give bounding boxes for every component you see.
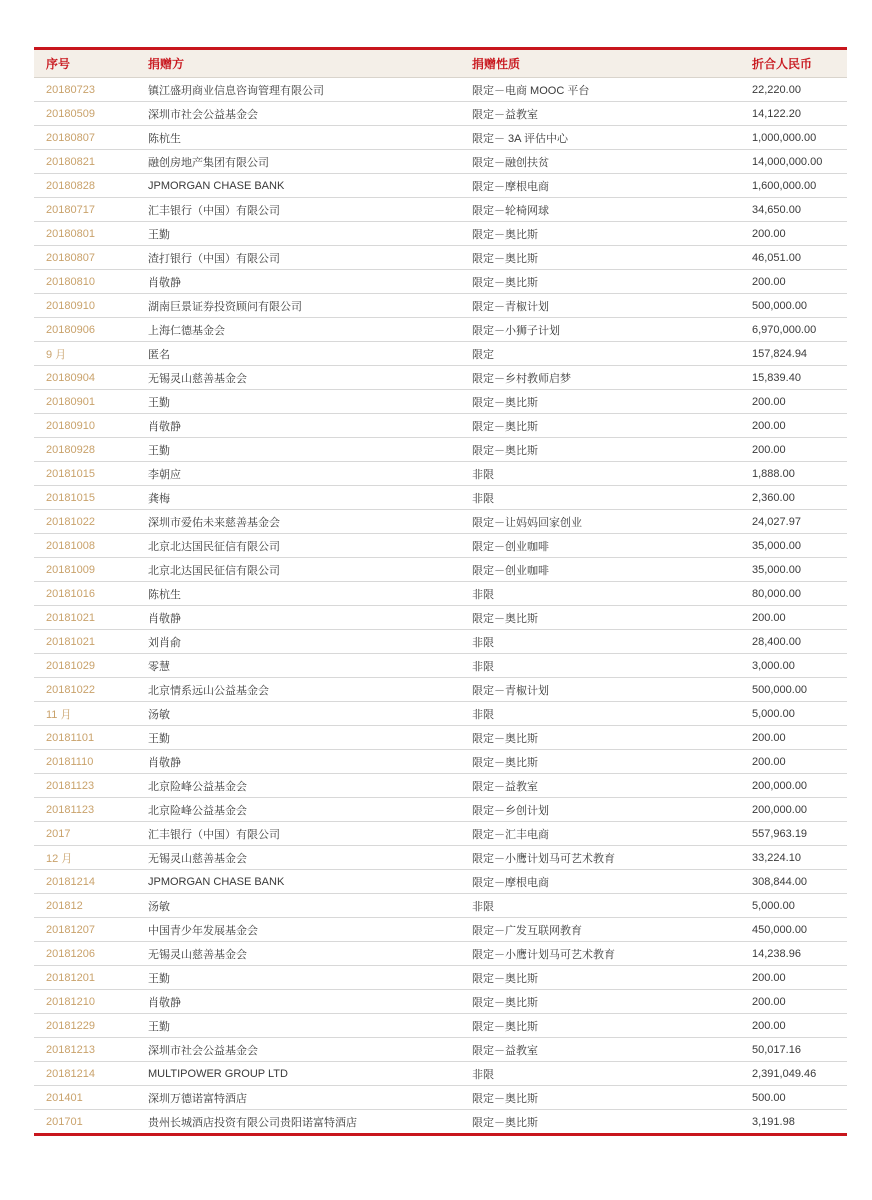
cell-nature: 限定－奥比斯 [460,246,740,270]
cell-donor: 深圳万德诺富特酒店 [136,1086,460,1110]
cell-amount: 3,191.98 [752,1115,795,1128]
cell-donor: 肖敬静 [136,270,460,294]
cell-amount: 15,839.40 [740,366,847,390]
cell-amount: 2,391,049.46 [740,1062,847,1086]
table-row [34,174,847,198]
cell-amount: 1,000,000.00 [740,126,847,150]
cell-amount: 1,600,000.00 [740,174,847,198]
cell-nature: 限定－创业咖啡 [460,534,740,558]
table-row [34,798,847,822]
cell-amount: 28,400.00 [740,630,847,654]
table-row [34,102,847,126]
cell-nature: 限定－乡创计划 [460,798,740,822]
cell-nature: 限定－电商 MOOC 平台 [460,78,740,102]
cell-donor: 王勤 [136,390,460,414]
table-row [34,702,847,726]
cell-nature: 限定－让妈妈回家创业 [460,510,740,534]
table-header [34,50,847,78]
table-row [34,438,847,462]
cell-amount: 5,000.00 [740,894,847,918]
cell-nature: 限定－奥比斯 [460,726,740,750]
cell-donor: 贵州长城酒店投资有限公司贵阳诺富特酒店 [148,1116,357,1129]
cell-donor: 李朝应 [136,462,460,486]
cell-donor: 上海仁德基金会 [136,318,460,342]
cell-serial: 20181021 [34,606,136,630]
cell-serial: 20181029 [34,654,136,678]
cell-amount: 200.00 [740,390,847,414]
cell-donor: 深圳市社会公益基金会 [136,1038,460,1062]
cell-serial: 20180928 [34,438,136,462]
table-row [34,246,847,270]
cell-nature: 非限 [460,894,740,918]
cell-serial: 20181201 [34,966,136,990]
cell-nature: 限定－小鹰计划马可艺术教育 [460,942,740,966]
cell-donor: JPMORGAN CHASE BANK [136,174,460,198]
cell-serial: 20180807 [34,126,136,150]
cell-serial: 20181123 [34,774,136,798]
cell-amount: 50,017.16 [740,1038,847,1062]
cell-serial: 20181229 [34,1014,136,1038]
donation-table [34,50,847,1133]
cell-serial: 201701 [46,1115,83,1128]
cell-amount: 200.00 [740,438,847,462]
cell-donor: 肖敬静 [136,990,460,1014]
cell-serial: 12 月 [34,846,136,870]
cell-nature: 限定－奥比斯 [460,990,740,1014]
cell-amount: 5,000.00 [740,702,847,726]
table-row [34,774,847,798]
cell-nature: 限定－奥比斯 [460,390,740,414]
cell-donor: 中国青少年发展基金会 [136,918,460,942]
cell-amount: 200,000.00 [740,774,847,798]
cell-serial: 20180801 [34,222,136,246]
header-donor: 捐赠方 [136,50,460,78]
cell-serial: 20181213 [34,1038,136,1062]
cell-donor: 湖南巨景证券投资顾问有限公司 [136,294,460,318]
cell-nature: 限定 [460,342,740,366]
cell-nature: 限定－奥比斯 [460,606,740,630]
cell-nature: 非限 [460,630,740,654]
table-row [34,270,847,294]
cell-donor: 匿名 [136,342,460,366]
cell-nature: 非限 [460,462,740,486]
cell-nature: 限定－小鹰计划马可艺术教育 [460,846,740,870]
cell-amount: 200.00 [740,726,847,750]
cell-amount: 2,360.00 [740,486,847,510]
cell-nature: 非限 [460,486,740,510]
cell-donor: 肖敬静 [136,414,460,438]
cell-nature: 限定－奥比斯 [460,966,740,990]
cell-amount: 500.00 [740,1086,847,1110]
cell-donor: 融创房地产集团有限公司 [136,150,460,174]
cell-nature: 限定－小狮子计划 [460,318,740,342]
cell-nature: 限定－ 3A 评估中心 [460,126,740,150]
table-row [34,558,847,582]
cell-donor: 王勤 [136,966,460,990]
table-row [34,846,847,870]
cell-serial: 20181009 [34,558,136,582]
cell-nature: 限定－奥比斯 [460,750,740,774]
table-row [34,462,847,486]
table-row [34,486,847,510]
cell-serial: 20181123 [34,798,136,822]
cell-serial: 20180901 [34,390,136,414]
cell-amount: 80,000.00 [740,582,847,606]
cell-nature: 限定－广发互联网教育 [460,918,740,942]
cell-amount: 14,000,000.00 [740,150,847,174]
cell-nature: 限定－益教室 [460,1038,740,1062]
table-row [34,534,847,558]
table-row [34,654,847,678]
cell-serial: 20181021 [34,630,136,654]
cell-donor: 王勤 [136,438,460,462]
table-row [34,222,847,246]
cell-serial: 20181110 [34,750,136,774]
header-row [34,50,847,78]
table-row [34,870,847,894]
table-row [34,1062,847,1086]
cell-serial: 20181022 [34,510,136,534]
cell-amount: 200.00 [740,414,847,438]
cell-serial: 20181206 [34,942,136,966]
cell-serial: 20180904 [34,366,136,390]
table-row [34,726,847,750]
cell-serial: 11 月 [34,702,136,726]
cell-amount: 6,970,000.00 [740,318,847,342]
cell-amount: 200.00 [740,222,847,246]
cell-donor: 王勤 [136,1014,460,1038]
cell-nature: 限定－奥比斯 [460,270,740,294]
cell-serial: 20180910 [34,414,136,438]
cell-amount: 200.00 [740,990,847,1014]
cell-nature: 限定－汇丰电商 [460,822,740,846]
cell-serial: 20181214 [34,870,136,894]
cell-nature: 限定－融创扶贫 [460,150,740,174]
cell-donor: MULTIPOWER GROUP LTD [136,1062,460,1086]
cell-donor: 刘肖俞 [136,630,460,654]
cell-amount: 157,824.94 [740,342,847,366]
table-row [34,894,847,918]
cell-amount: 35,000.00 [740,558,847,582]
cell-amount: 500,000.00 [740,678,847,702]
cell-donor: 北京北达国民征信有限公司 [136,534,460,558]
cell-donor: 北京情系远山公益基金会 [136,678,460,702]
table-row [34,966,847,990]
cell-donor: 北京险峰公益基金会 [136,798,460,822]
table-row [34,990,847,1014]
cell-nature: 限定－益教室 [460,102,740,126]
cell-nature: 限定－益教室 [460,774,740,798]
table-row [34,510,847,534]
cell-amount: 24,027.97 [740,510,847,534]
cell-donor: 王勤 [136,222,460,246]
cell-serial: 20180810 [34,270,136,294]
cell-serial: 20181015 [34,486,136,510]
table-row [34,606,847,630]
table-row [34,150,847,174]
cell-donor: 肖敬静 [136,750,460,774]
cell-donor: 零慧 [136,654,460,678]
table-row [34,678,847,702]
cell-donor: 王勤 [136,726,460,750]
table-row [34,78,847,102]
cell-serial: 20181015 [34,462,136,486]
donation-table-section [34,47,847,1136]
cell-amount: 34,650.00 [740,198,847,222]
cell-donor: 深圳市社会公益基金会 [136,102,460,126]
header-nature: 捐赠性质 [460,50,740,78]
cell-donor: 汤敏 [136,894,460,918]
table-row [34,390,847,414]
cell-nature: 限定－青椒计划 [460,294,740,318]
bottom-rule [34,1133,847,1136]
cell-donor: 陈杭生 [136,126,460,150]
cell-serial: 20180910 [34,294,136,318]
cell-donor: 无锡灵山慈善基金会 [136,942,460,966]
header-amount: 折合人民币 [740,50,847,78]
table-body [34,78,847,1134]
cell-serial: 20180807 [34,246,136,270]
cell-amount: 3,000.00 [740,654,847,678]
cell-serial: 201812 [34,894,136,918]
cell-nature: 非限 [460,582,740,606]
cell-donor: 无锡灵山慈善基金会 [136,846,460,870]
table-row [34,294,847,318]
cell-nature: 非限 [460,654,740,678]
cell-nature: 限定－奥比斯 [460,222,740,246]
cell-amount: 33,224.10 [740,846,847,870]
cell-serial: 9 月 [34,342,136,366]
table-row [34,1014,847,1038]
cell-amount: 1,888.00 [740,462,847,486]
table-row [34,1086,847,1110]
cell-serial: 20180717 [34,198,136,222]
cell-nature: 限定－奥比斯 [460,414,740,438]
cell-serial: 20181101 [34,726,136,750]
cell-nature: 限定－轮椅网球 [460,198,740,222]
table-row [34,198,847,222]
cell-nature: 非限 [460,702,740,726]
table-row [34,318,847,342]
cell-nature: 限定－乡村教师启梦 [460,366,740,390]
cell-amount: 200.00 [740,606,847,630]
cell-donor: JPMORGAN CHASE BANK [136,870,460,894]
cell-serial: 20180509 [34,102,136,126]
cell-nature: 限定－奥比斯 [460,438,740,462]
cell-amount: 200,000.00 [740,798,847,822]
cell-donor: 汤敏 [136,702,460,726]
cell-donor: 龚梅 [136,486,460,510]
cell-serial: 20181016 [34,582,136,606]
cell-serial: 20181008 [34,534,136,558]
cell-donor: 肖敬静 [136,606,460,630]
cell-donor: 陈杭生 [136,582,460,606]
cell-donor: 无锡灵山慈善基金会 [136,366,460,390]
cell-nature: 限定－青椒计划 [460,678,740,702]
cell-serial: 2017 [34,822,136,846]
cell-donor: 汇丰银行（中国）有限公司 [136,822,460,846]
cell-nature: 限定－奥比斯 [460,1014,740,1038]
cell-amount: 200.00 [740,1014,847,1038]
cell-amount: 14,238.96 [740,942,847,966]
table-row [34,630,847,654]
cell-amount: 450,000.00 [740,918,847,942]
cell-serial: 20180821 [34,150,136,174]
cell-donor: 渣打银行（中国）有限公司 [136,246,460,270]
cell-nature: 限定－奥比斯 [460,1086,740,1110]
cell-amount: 200.00 [740,270,847,294]
cell-serial: 20181210 [34,990,136,1014]
table-row [34,1110,847,1134]
table-row [34,126,847,150]
cell-amount: 500,000.00 [740,294,847,318]
table-row [34,822,847,846]
cell-amount: 308,844.00 [740,870,847,894]
cell-donor: 北京险峰公益基金会 [136,774,460,798]
cell-amount: 46,051.00 [740,246,847,270]
cell-nature: 限定－摩根电商 [460,174,740,198]
cell-donor: 北京北达国民征信有限公司 [136,558,460,582]
table-row [34,942,847,966]
table-row [34,918,847,942]
table-row [34,750,847,774]
cell-amount: 557,963.19 [740,822,847,846]
cell-serial: 20181022 [34,678,136,702]
table-row [34,582,847,606]
cell-serial: 20181207 [34,918,136,942]
cell-nature: 限定－摩根电商 [460,870,740,894]
cell-amount: 22,220.00 [740,78,847,102]
table-row [34,1038,847,1062]
cell-amount: 14,122.20 [740,102,847,126]
table-row [34,342,847,366]
header-serial: 序号 [34,50,136,78]
cell-serial: 20180828 [34,174,136,198]
cell-serial: 20180906 [34,318,136,342]
cell-nature: 限定－创业咖啡 [460,558,740,582]
cell-serial: 20181214 [34,1062,136,1086]
cell-nature: 非限 [460,1062,740,1086]
cell-serial: 20180723 [34,78,136,102]
cell-donor: 深圳市爱佑未来慈善基金会 [136,510,460,534]
cell-serial: 201401 [34,1086,136,1110]
table-row [34,366,847,390]
table-row [34,414,847,438]
cell-nature: 限定－奥比斯 [472,1116,538,1129]
cell-amount: 200.00 [740,966,847,990]
cell-amount: 200.00 [740,750,847,774]
cell-donor: 镇江盛玥商业信息咨询管理有限公司 [136,78,460,102]
cell-amount: 35,000.00 [740,534,847,558]
cell-donor: 汇丰银行（中国）有限公司 [136,198,460,222]
